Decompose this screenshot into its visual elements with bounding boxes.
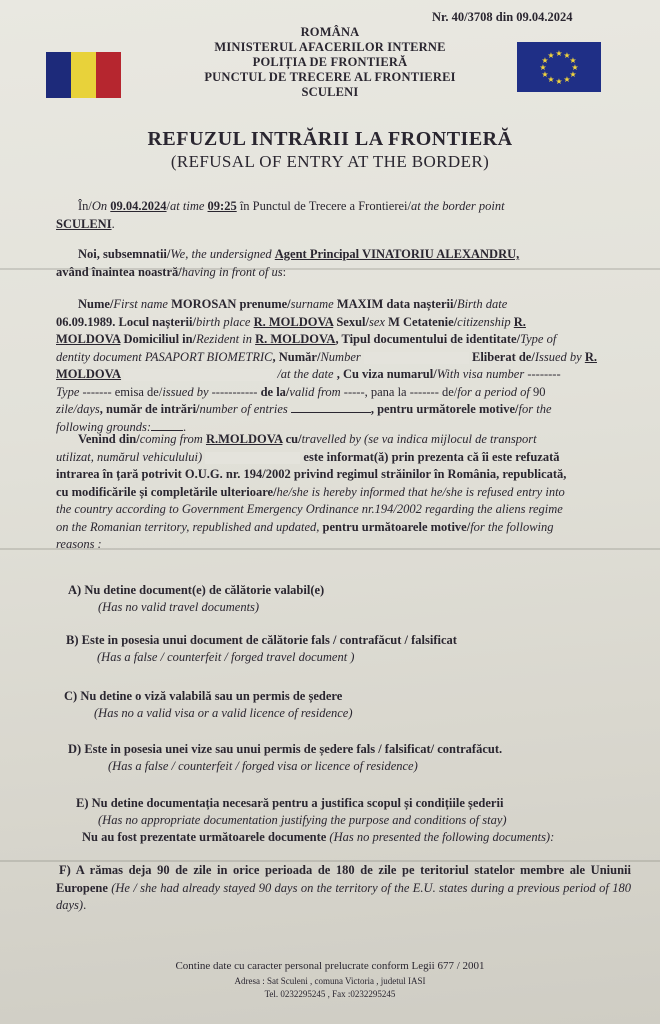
reason-a-translation: (Has no valid travel documents) bbox=[98, 600, 260, 614]
paragraph-date-time: În/On 09.04.2024/at time 09:25 în Punctul de Trecere a Frontierei/at the border point SCULENI. bbox=[56, 199, 505, 231]
reason-d-text: D) Este in posesia unei vize sau unui permis de ședere fals / falsificat/ contrafăcut. bbox=[68, 742, 503, 756]
svg-text:★: ★ bbox=[571, 63, 579, 72]
svg-text:★: ★ bbox=[555, 49, 563, 58]
svg-text:★: ★ bbox=[547, 51, 555, 60]
redacted-vehicle bbox=[205, 452, 300, 464]
document-number: Nr. 40/3708 din 09.04.2024 bbox=[432, 10, 573, 24]
reason-e-documents: Nu au fost prezentate următoarele documente (Has no presented the following documents): bbox=[82, 830, 555, 844]
entries-blank bbox=[291, 412, 371, 413]
svg-text:★: ★ bbox=[555, 77, 563, 86]
reason-e-text: E) Nu detine documentația necesară pentru a justifica scopul și condițiile șederii bbox=[76, 796, 504, 810]
reason-f: F) A rămas deja 90 de zile in orice perioada de 180 de zile pe teritoriul statelor membre ale Uniunii Europene (He / she had already stayed 90 days on the territory of the E.U. states during a previous period of 180 days). bbox=[56, 863, 631, 912]
header-ministry: MINISTERUL AFACERILOR INTERNE bbox=[214, 40, 446, 54]
redacted-issue-date bbox=[124, 369, 274, 381]
romanian-flag bbox=[46, 52, 121, 98]
paragraph-undersigned: Noi, subsemnatii/We, the undersigned Agent Principal VINATORIU ALEXANDRU, având înaintea noastră/having in front of us: bbox=[56, 247, 520, 279]
reason-e-translation: (Has no appropriate documentation justifying the purpose and conditions of stay) bbox=[98, 813, 507, 827]
header-country: ROMÂNA bbox=[300, 25, 360, 39]
redacted-number bbox=[364, 352, 469, 364]
paragraph-personal-data: Nume/First name MOROSAN prenume/surname MAXIM data nașterii/Birth date 06.09.1989. Locul nașterii/birth place R. MOLDOVA Sexul/sex M Cetatenie/citizenship R. MOLDOVA Domiciliul in/Rezident in R. MOLDOVA, Tipul documentului de identitate/Type of dentity document PASAPORT BIOMETRIC, Număr/Number Eliberat de/Issued by R. MOLDOVA /at the date , Cu viza numarul/With visa number -------- Type ------- emisa de/issued by ----------- de la/valid from -----, pana la ------- de/for a period of 90 zile/days, număr de intrări/number of entries , pentru următorele motive/for the following grounds: . bbox=[56, 297, 597, 434]
svg-text:★: ★ bbox=[563, 51, 571, 60]
reason-b-translation: (Has a false / counterfeit / forged travel document ) bbox=[97, 650, 355, 664]
footer-address: Adresa : Sat Sculeni , comuna Victoria , judetul IASI bbox=[234, 976, 426, 986]
page-title: REFUZUL INTRĂRII LA FRONTIERĂ bbox=[147, 128, 513, 150]
header-police: POLIȚIA DE FRONTIERĂ bbox=[252, 55, 408, 69]
footer-contact: Tel. 0232295245 , Fax :0232295245 bbox=[264, 989, 396, 999]
reason-a bbox=[68, 582, 324, 616]
footer-privacy: Contine date cu caracter personal prelucrate conform Legii 677 / 2001 bbox=[175, 960, 485, 972]
reason-c bbox=[64, 688, 353, 722]
reason-d-translation: (Has a false / counterfeit / forged visa or licence of residence) bbox=[108, 759, 418, 773]
svg-text:★: ★ bbox=[539, 63, 547, 72]
svg-text:★: ★ bbox=[569, 56, 577, 65]
reason-b-text: B) Este in posesia unui document de călătorie fals / contrafăcut / falsificat bbox=[66, 633, 457, 647]
reason-c-translation: (Has no a valid visa or a valid licence of residence) bbox=[94, 706, 353, 720]
reason-c-text: C) Nu detine o viză valabilă sau un permis de ședere bbox=[64, 689, 343, 703]
eu-stars-icon bbox=[517, 42, 601, 92]
reason-a-text: A) Nu detine document(e) de călătorie valabil(e) bbox=[68, 583, 325, 597]
svg-text:★: ★ bbox=[541, 56, 549, 65]
header-border-point: PUNCTUL DE TRECERE AL FRONTIEREI bbox=[204, 70, 456, 84]
reason-d bbox=[68, 741, 502, 775]
svg-text:★: ★ bbox=[541, 70, 549, 79]
svg-text:★: ★ bbox=[569, 70, 577, 79]
svg-text:★: ★ bbox=[547, 75, 555, 84]
paragraph-coming-from: Venind din/coming from R.MOLDOVA cu/travelled by (se va indica mijlocul de transport utilizat, numărul vehiculului) este informat(ă) prin prezenta că îi este refuzată intrarea în țară potrivit O.U.G. nr. 194/2002 privind regimul străinilor în România, republicată, cu modificările și completările ulterioare/he/she is hereby informed that he/she is refused entry into the country according to Government Emergency Ordinance nr.194/2002 regarding the aliens regime on the Romanian territory, republished and updated, pentru următoarele motive/for the following reasons : bbox=[56, 432, 567, 551]
page-subtitle: (REFUSAL OF ENTRY AT THE BORDER) bbox=[170, 152, 490, 171]
svg-text:★: ★ bbox=[563, 75, 571, 84]
header-location: SCULENI bbox=[301, 85, 359, 99]
reason-e bbox=[76, 795, 554, 846]
eu-flag bbox=[517, 42, 601, 92]
reason-b bbox=[66, 632, 457, 666]
